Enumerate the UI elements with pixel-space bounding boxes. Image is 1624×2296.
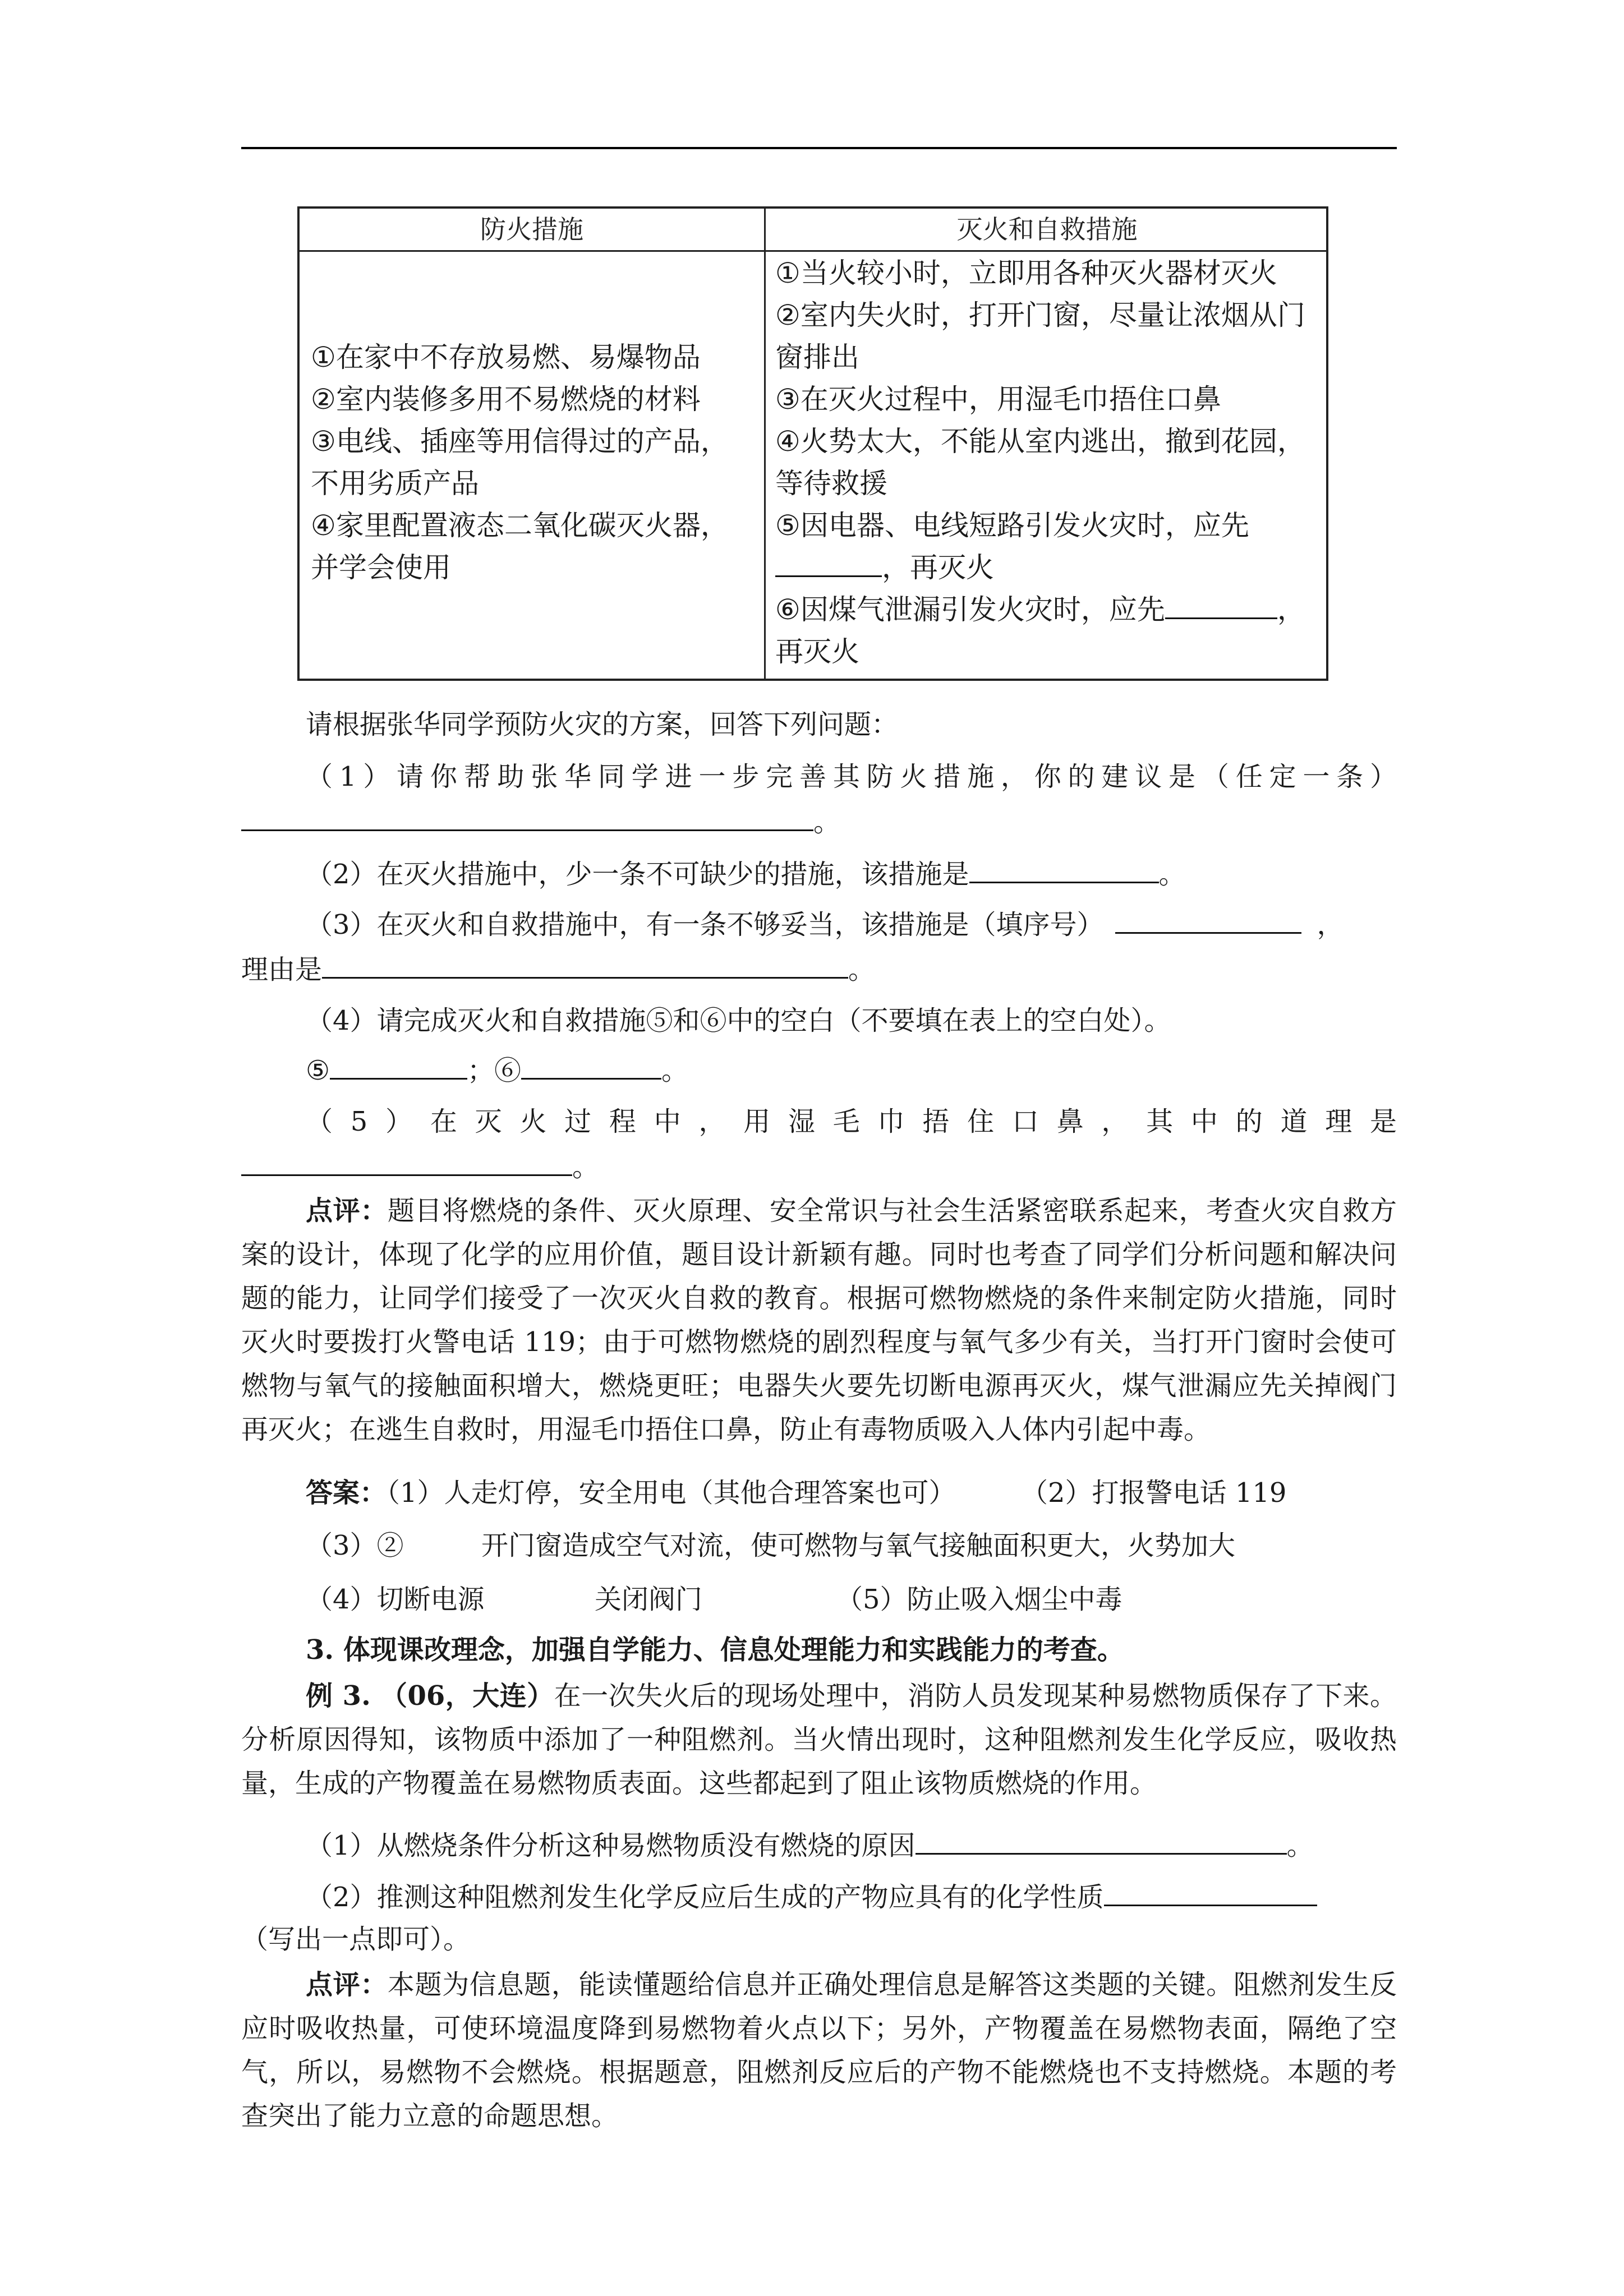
comment-text: 本题为信息题，能读懂题给信息并正确处理信息是解答这类题的关键。阻燃剂发生反应时吸收热量，可使环境温度降到易燃物着火点以下；另外，产物覆盖在易燃物表面，隔绝了空气，所以，易燃物不会燃烧。根据题意，阻燃剂反应后的产物不能燃烧也不支持燃烧。本题的考查突出了能力立意的命题思想。 xyxy=(241,1969,1397,2132)
answer-4a: （4）切断电源 xyxy=(306,1584,485,1615)
extinguish-line: ⑤因电器、电线短路引发火灾时，应先 xyxy=(775,509,1249,542)
example-text: 在一次失火后的现场处理中，消防人员发现某种易燃物质保存了下来。分析原因得知，该物质中添加了一种阻燃剂。当火情出现时，这种阻燃剂发生化学反应，吸收热量，生成的产物覆盖在易燃物质表面。这些都起到了阻止该物质燃烧的作用。 xyxy=(241,1680,1397,1799)
extinguish-line-text: ，再灭火 xyxy=(882,551,994,584)
answer-3-num: （3）② xyxy=(306,1530,404,1561)
answer-blank xyxy=(241,805,813,831)
table-row-divider xyxy=(300,250,1326,252)
punct: ， xyxy=(1317,909,1344,940)
question-3-text: （3）在灭火和自救措施中，有一条不够妥当，该措施是（填序号） xyxy=(306,909,1104,940)
blank-label: ⑤ xyxy=(306,1055,330,1086)
answer-label: 答案： xyxy=(306,1477,387,1509)
question-2 xyxy=(306,857,1186,891)
extinguish-line: 再灭火 xyxy=(775,635,859,668)
extinguish-line: ①当火较小时，立即用各种灭火器材灭火 xyxy=(775,257,1277,289)
punct: 。 xyxy=(572,1151,600,1183)
comment-text: 题目将燃烧的条件、灭火原理、安全常识与社会生活紧密联系起来，考查火灾自救方案的设计，体现了化学的应用价值，题目设计新颖有趣。同时也考查了同学们分析问题和解决问题的能力，让同学们接受了一次灭火自救的教育。根据可燃物燃烧的条件来制定防火措施，同时灭火时要拨打火警电话 119；由于可燃物燃烧的剧烈程度与氧气多少有关，当打开门窗时会使可燃物与氧气的接触面积增大，燃烧更旺；电器失火要先切断电源再灭火，煤气泄漏应先关掉阀门再灭火；在逃生自救时，用湿毛巾捂住口鼻，防止有毒物质吸入人体内引起中毒。 xyxy=(241,1195,1397,1445)
prevention-line: 不用劣质产品 xyxy=(311,467,479,500)
prevention-line: ④家里配置液态二氧化碳灭火器， xyxy=(311,509,729,542)
question-1-blank-line xyxy=(241,805,840,839)
answer-blank xyxy=(1165,593,1277,619)
answer-5: （5）防止吸入烟尘中毒 xyxy=(836,1584,1122,1615)
question-text: （1）从燃烧条件分析这种易燃物质没有燃烧的原因 xyxy=(306,1830,915,1861)
answer-text: （1）人走灯停，安全用电（其他合理答案也可） xyxy=(387,1477,956,1509)
punct: 。 xyxy=(1158,859,1186,890)
answer-blank xyxy=(322,952,848,979)
extinguish-line: ②室内失火时，打开门窗，尽量让浓烟从门 xyxy=(775,299,1305,331)
table-column-divider xyxy=(764,209,766,679)
question-5: （5）在灭火过程中，用湿毛巾捂住口鼻，其中的道理是 xyxy=(306,1106,1397,1137)
punct: 。 xyxy=(813,806,841,838)
extinguish-line: 窗排出 xyxy=(775,341,859,374)
extinguish-line-blank5 xyxy=(775,547,1319,589)
answer-blank xyxy=(969,857,1159,883)
example-3 xyxy=(241,1674,1397,1805)
answer-4b: 关闭阀门 xyxy=(595,1584,703,1615)
extinguish-line-blank6 xyxy=(775,589,1319,631)
example-3-q2-tail: （写出一点即可）。 xyxy=(241,1924,471,1955)
question-3-reason xyxy=(241,952,875,986)
answer-line-1 xyxy=(306,1476,956,1510)
comment-label: 点评： xyxy=(306,1195,388,1227)
question-3 xyxy=(306,907,1344,942)
table-header-extinguish: 灭火和自救措施 xyxy=(956,214,1138,245)
punct: 。 xyxy=(848,954,876,985)
prevention-line: ③电线、插座等用信得过的产品， xyxy=(311,425,729,458)
comment-label: 点评： xyxy=(306,1969,388,2000)
question-5-blank-line xyxy=(241,1150,599,1184)
section-3-heading: 3. 体现课改理念，加强自学能力、信息处理能力和实践能力的考查。 xyxy=(306,1634,1124,1666)
answer-blank xyxy=(521,1053,661,1080)
table-header-prevention: 防火措施 xyxy=(480,214,583,245)
fire-measures-table xyxy=(297,206,1328,681)
answer-3-text: 开门窗造成空气对流，使可燃物与氧气接触面积更大，火势加大 xyxy=(481,1530,1236,1561)
comment-2 xyxy=(241,1963,1397,2138)
answer-blank xyxy=(330,1053,467,1080)
question-2-text: （2）在灭火措施中，少一条不可缺少的措施，该措施是 xyxy=(306,859,969,890)
example-3-q1 xyxy=(306,1828,1314,1862)
question-4-blanks xyxy=(306,1053,688,1087)
question-text: （2）推测这种阻燃剂发生化学反应后生成的产物应具有的化学性质 xyxy=(306,1882,1104,1913)
extinguish-line-text: ⑥因煤气泄漏引发火灾时，应先 xyxy=(775,593,1165,626)
reason-label: 理由是 xyxy=(241,954,323,985)
example-3-q2 xyxy=(306,1880,1317,1914)
example-label: 例 3. （06，大连） xyxy=(306,1680,554,1712)
intro-text: 请根据张华同学预防火灾的方案，回答下列问题： xyxy=(306,709,899,740)
question-4: （4）请完成灭火和自救措施⑤和⑥中的空白（不要填在表上的空白处）。 xyxy=(306,1005,1171,1036)
header-rule xyxy=(241,147,1397,149)
answer-2: （2）打报警电话 119 xyxy=(1021,1477,1287,1509)
prevention-line: ①在家中不存放易燃、易爆物品 xyxy=(311,341,701,374)
answer-blank xyxy=(241,1150,572,1176)
answer-blank xyxy=(775,551,882,577)
extinguish-line: ④火势太大，不能从室内逃出，撤到花园， xyxy=(775,425,1305,458)
question-1: （1）请你帮助张华同学进一步完善其防火措施，你的建议是（任定一条） xyxy=(306,761,1397,792)
prevention-line: ②室内装修多用不易燃烧的材料 xyxy=(311,383,701,416)
answer-blank xyxy=(1115,907,1301,934)
extinguish-line: 等待救援 xyxy=(775,467,887,500)
extinguish-measures-cell xyxy=(775,252,1319,673)
answer-blank xyxy=(1104,1880,1317,1906)
prevention-line: 并学会使用 xyxy=(311,551,451,584)
extinguish-line: ③在灭火过程中，用湿毛巾捂住口鼻 xyxy=(775,383,1221,416)
prevention-measures-cell xyxy=(311,336,754,589)
punct: 。 xyxy=(661,1055,689,1086)
extinguish-line-text: ， xyxy=(1277,593,1305,626)
punct: 。 xyxy=(1286,1830,1314,1861)
blank-label: ；⑥ xyxy=(467,1055,522,1086)
comment-1 xyxy=(241,1189,1397,1451)
answer-blank xyxy=(915,1828,1287,1855)
